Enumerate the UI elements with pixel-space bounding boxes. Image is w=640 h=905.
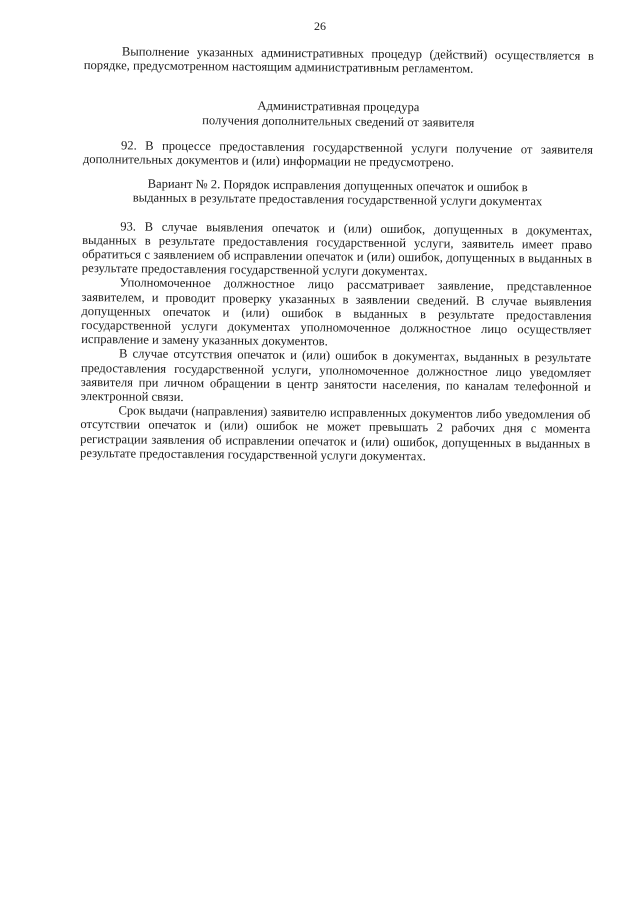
paragraph-absence: В случае отсутствия опечаток и (или) ошибок в документах, выданных в результате предоставления государственной услуги, уполномоченное должностное лицо уведомляет заявителя при личном обращении в центр занятости населения, по каналам телефонной и электронной связи. [80,346,592,405]
variant-heading-line-2: выданных в результате предоставления государственной услуги документах [132,190,543,209]
variant-heading-line-1: Вариант № 2. Порядок исправления допущенных опечаток и ошибок в [147,176,528,195]
page-number: 26 [314,19,326,33]
paragraph-review: Уполномоченное должностное лицо рассматривает заявление, представленное заявителем, и проводит проверку указанных в заявлении сведений. В случае выявления допущенных опечаток и (или) ошибок в выданных в результате предоставления государственной услуги документах уполномоченное должностное лицо осуществляет исправление и замену указанных документов. [81,275,592,349]
procedure-heading-line-2: получения дополнительных сведений от заявителя [202,112,475,130]
paragraph-93: 93. В случае выявления опечаток и (или) ошибок, допущенных в документах, выданных в результате предоставления государственной услуги, заявитель имеет право обратиться с заявлением об исправлении опечаток и (или) ошибок, допущенных в выданных в результате предоставления государственной услуги документах. [81,218,593,279]
paragraph-deadline: Срок выдачи (направления) заявителю исправленных документов либо уведомления об отсутствии опечаток и (или) ошибок не может превышать 2 рабочих дня с момента регистрации заявления об исправлении опечаток и (или) ошибок, допущенных в выданных в результате предоставления государственной услуги документах. [80,403,591,464]
procedure-heading-line-1: Административная процедура [257,99,420,115]
document-body [80,44,594,465]
intro-paragraph: Выполнение указанных административных процедур (действий) осуществляется в порядке, предусмотренном настоящим административным регламентом. [83,44,594,76]
paragraph-92: 92. В процессе предоставления государственной услуги получение от заявителя дополнительных документов и (или) информации не предусмотрено. [82,138,594,170]
